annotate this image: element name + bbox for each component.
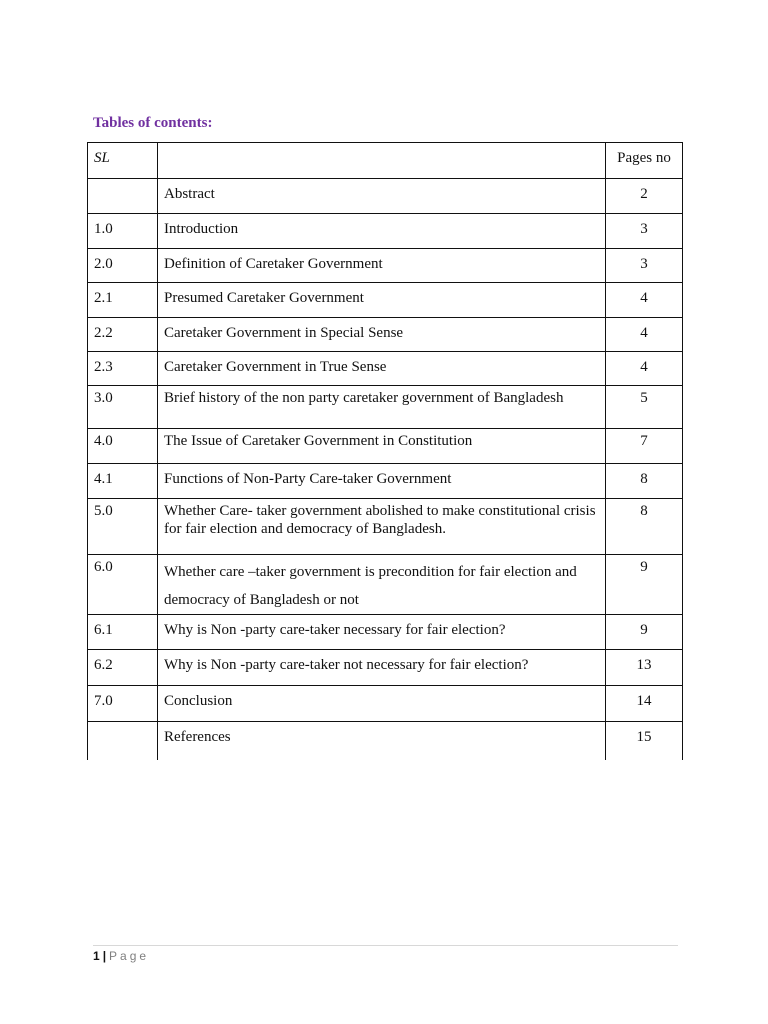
toc-page: 7	[606, 429, 683, 464]
toc-sl: 2.3	[88, 352, 158, 386]
toc-row	[88, 499, 683, 555]
toc-sl	[88, 722, 158, 760]
footer-page-word: Page	[109, 949, 150, 963]
toc-title: Caretaker Government in True Sense	[158, 352, 606, 386]
toc-title: The Issue of Caretaker Government in Constitution	[158, 429, 606, 464]
toc-title: Why is Non -party care-taker necessary for fair election?	[158, 615, 606, 650]
toc-page: 9	[606, 615, 683, 650]
toc-row	[88, 249, 683, 283]
sl-header-label: SL	[94, 150, 110, 166]
footer-page-number: 1	[93, 949, 100, 963]
toc-sl: 2.1	[88, 283, 158, 318]
toc-row	[88, 386, 683, 429]
toc-page: 8	[606, 464, 683, 499]
toc-title: Conclusion	[158, 686, 606, 722]
toc-header-row	[88, 143, 683, 179]
title-header	[158, 143, 606, 179]
toc-page: 14	[606, 686, 683, 722]
toc-page: 3	[606, 249, 683, 283]
toc-row	[88, 650, 683, 686]
toc-sl: 6.2	[88, 650, 158, 686]
sl-header	[88, 143, 158, 179]
toc-page: 4	[606, 283, 683, 318]
toc-page: 15	[606, 722, 683, 760]
toc-row	[88, 214, 683, 249]
footer-separator: |	[102, 949, 107, 963]
toc-row	[88, 615, 683, 650]
toc-page: 4	[606, 318, 683, 352]
toc-sl: 6.0	[88, 555, 158, 615]
toc-sl: 4.0	[88, 429, 158, 464]
toc-row	[88, 352, 683, 386]
toc-title: Functions of Non-Party Care-taker Government	[158, 464, 606, 499]
toc-row	[88, 555, 683, 615]
toc-title: Brief history of the non party caretaker government of Bangladesh	[158, 386, 606, 429]
toc-row	[88, 722, 683, 760]
toc-heading: Tables of contents:	[93, 115, 213, 131]
toc-sl: 1.0	[88, 214, 158, 249]
toc-title: References	[158, 722, 606, 760]
toc-row	[88, 686, 683, 722]
toc-title-text: Whether care –taker government is precondition for fair election and democracy of Bangladesh or not	[164, 564, 577, 608]
toc-sl: 7.0	[88, 686, 158, 722]
toc-sl: 2.2	[88, 318, 158, 352]
toc-title	[158, 555, 606, 615]
toc-title: Caretaker Government in Special Sense	[158, 318, 606, 352]
toc-row	[88, 318, 683, 352]
toc-row	[88, 283, 683, 318]
toc-row	[88, 179, 683, 214]
page-footer	[93, 949, 149, 963]
toc-sl	[88, 179, 158, 214]
toc-page: 8	[606, 499, 683, 555]
toc-sl: 2.0	[88, 249, 158, 283]
toc-page: 9	[606, 555, 683, 615]
toc-title: Whether Care- taker government abolished to make constitutional crisis for fair election and democracy of Bangladesh.	[158, 499, 606, 555]
pages-header: Pages no	[606, 143, 683, 179]
toc-sl: 5.0	[88, 499, 158, 555]
toc-row	[88, 464, 683, 499]
toc-title: Why is Non -party care-taker not necessary for fair election?	[158, 650, 606, 686]
toc-sl: 4.1	[88, 464, 158, 499]
toc-page: 3	[606, 214, 683, 249]
toc-title: Definition of Caretaker Government	[158, 249, 606, 283]
toc-page: 4	[606, 352, 683, 386]
toc-row	[88, 429, 683, 464]
toc-sl: 3.0	[88, 386, 158, 429]
toc-page: 5	[606, 386, 683, 429]
toc-page: 13	[606, 650, 683, 686]
footer-divider	[93, 945, 678, 946]
toc-title: Presumed Caretaker Government	[158, 283, 606, 318]
toc-table	[87, 142, 683, 760]
toc-title: Introduction	[158, 214, 606, 249]
toc-sl: 6.1	[88, 615, 158, 650]
toc-title: Abstract	[158, 179, 606, 214]
toc-page: 2	[606, 179, 683, 214]
